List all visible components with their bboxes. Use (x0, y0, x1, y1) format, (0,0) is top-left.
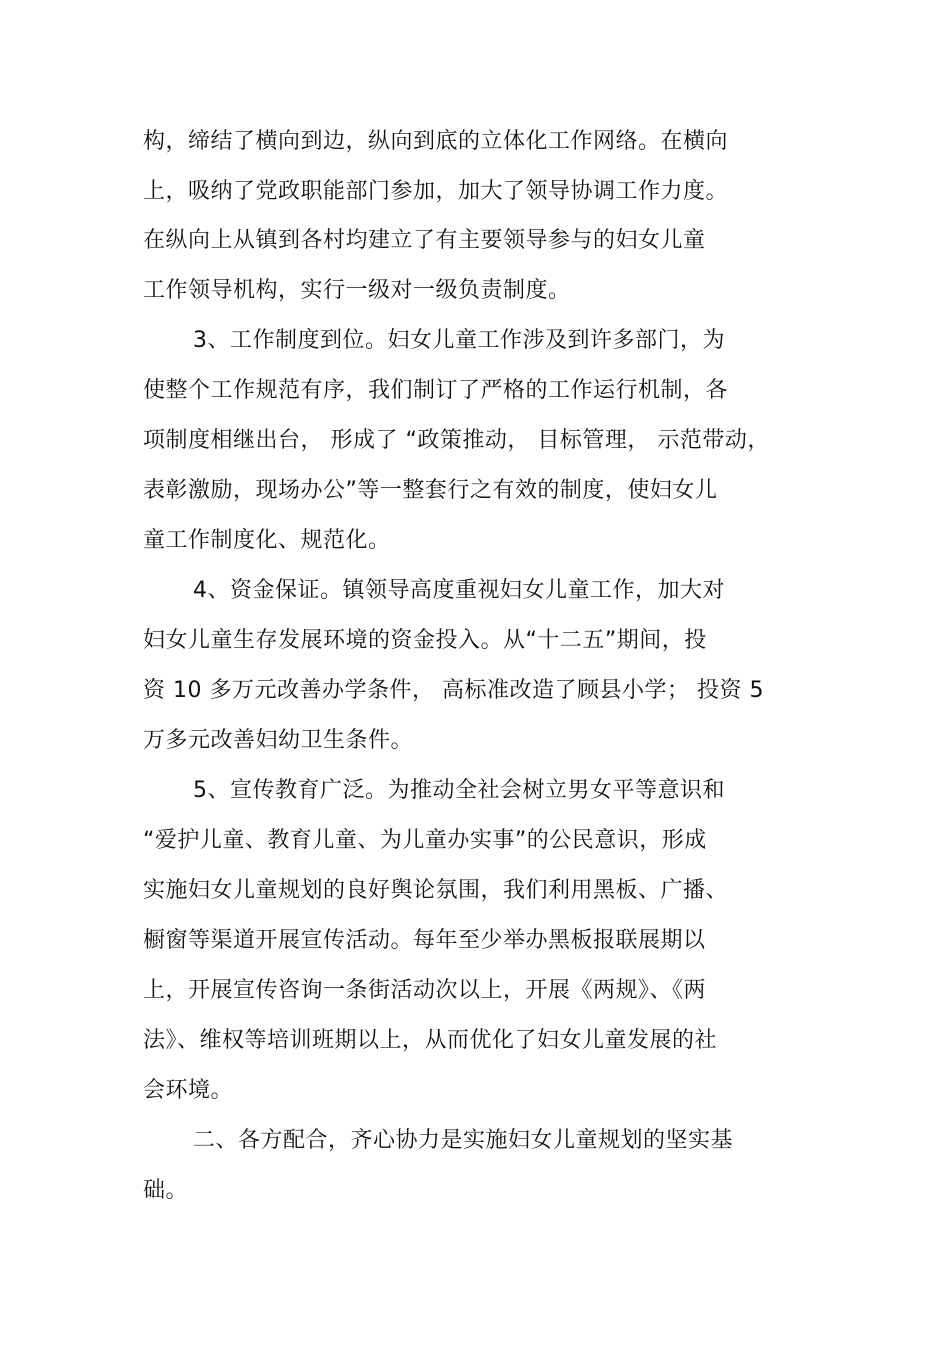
paragraph-start-4: 4、资金保证。镇领导高度重视妇女儿童工作，加大对 (193, 578, 725, 603)
text-line: 上，吸纳了党政职能部门参加，加大了领导协调工作力度。 (143, 179, 729, 204)
text-line: “爱护儿童、教育儿童、为儿童办实事”的公民意识，形成 (143, 828, 707, 853)
paragraph-start-3: 3、工作制度到位。妇女儿童工作涉及到许多部门，为 (193, 328, 725, 353)
text-line: 童工作制度化、规范化。 (143, 528, 391, 553)
text-line: 础。 (143, 1178, 189, 1203)
text-line: 万多元改善妇幼卫生条件。 (143, 728, 414, 753)
text-line: 工作领导机构，实行一级对一级负责制度。 (143, 278, 571, 303)
text-line: 会环境。 (143, 1078, 234, 1103)
text-line: 使整个工作规范有序，我们制订了严格的工作运行机制，各 (143, 378, 729, 403)
text-line: 上，开展宣传咨询一条街活动次以上，开展《两规》、《两 (143, 978, 707, 1003)
section-heading-2: 二、各方配合，齐心协力是实施妇女儿童规划的坚实基 (193, 1128, 734, 1153)
text-line: 在纵向上从镇到各村均建立了有主要领导参与的妇女儿童 (143, 228, 706, 253)
text-line: 资 10 多万元改善办学条件， 高标准改造了顾县小学； 投资 5 (143, 678, 764, 703)
text-line: 表彰激励，现场办公”等一整套行之有效的制度，使妇女儿 (143, 478, 718, 503)
paragraph-start-5: 5、宣传教育广泛。为推动全社会树立男女平等意识和 (193, 778, 725, 803)
text-line: 橱窗等渠道开展宣传活动。每年至少举办黑板报联展期以 (143, 928, 706, 953)
text-line: 构，缔结了横向到边，纵向到底的立体化工作网络。在横向 (143, 129, 729, 154)
text-line: 法》、维权等培训班期以上，从而优化了妇女儿童发展的社 (143, 1028, 718, 1053)
text-line: 项制度相继出台， 形成了 “政策推动， 目标管理， 示范带动， (143, 428, 770, 453)
text-line: 实施妇女儿童规划的良好舆论氛围，我们利用黑板、广播、 (143, 878, 729, 903)
text-line: 妇女儿童生存发展环境的资金投入。从“十二五”期间，投 (143, 628, 707, 653)
